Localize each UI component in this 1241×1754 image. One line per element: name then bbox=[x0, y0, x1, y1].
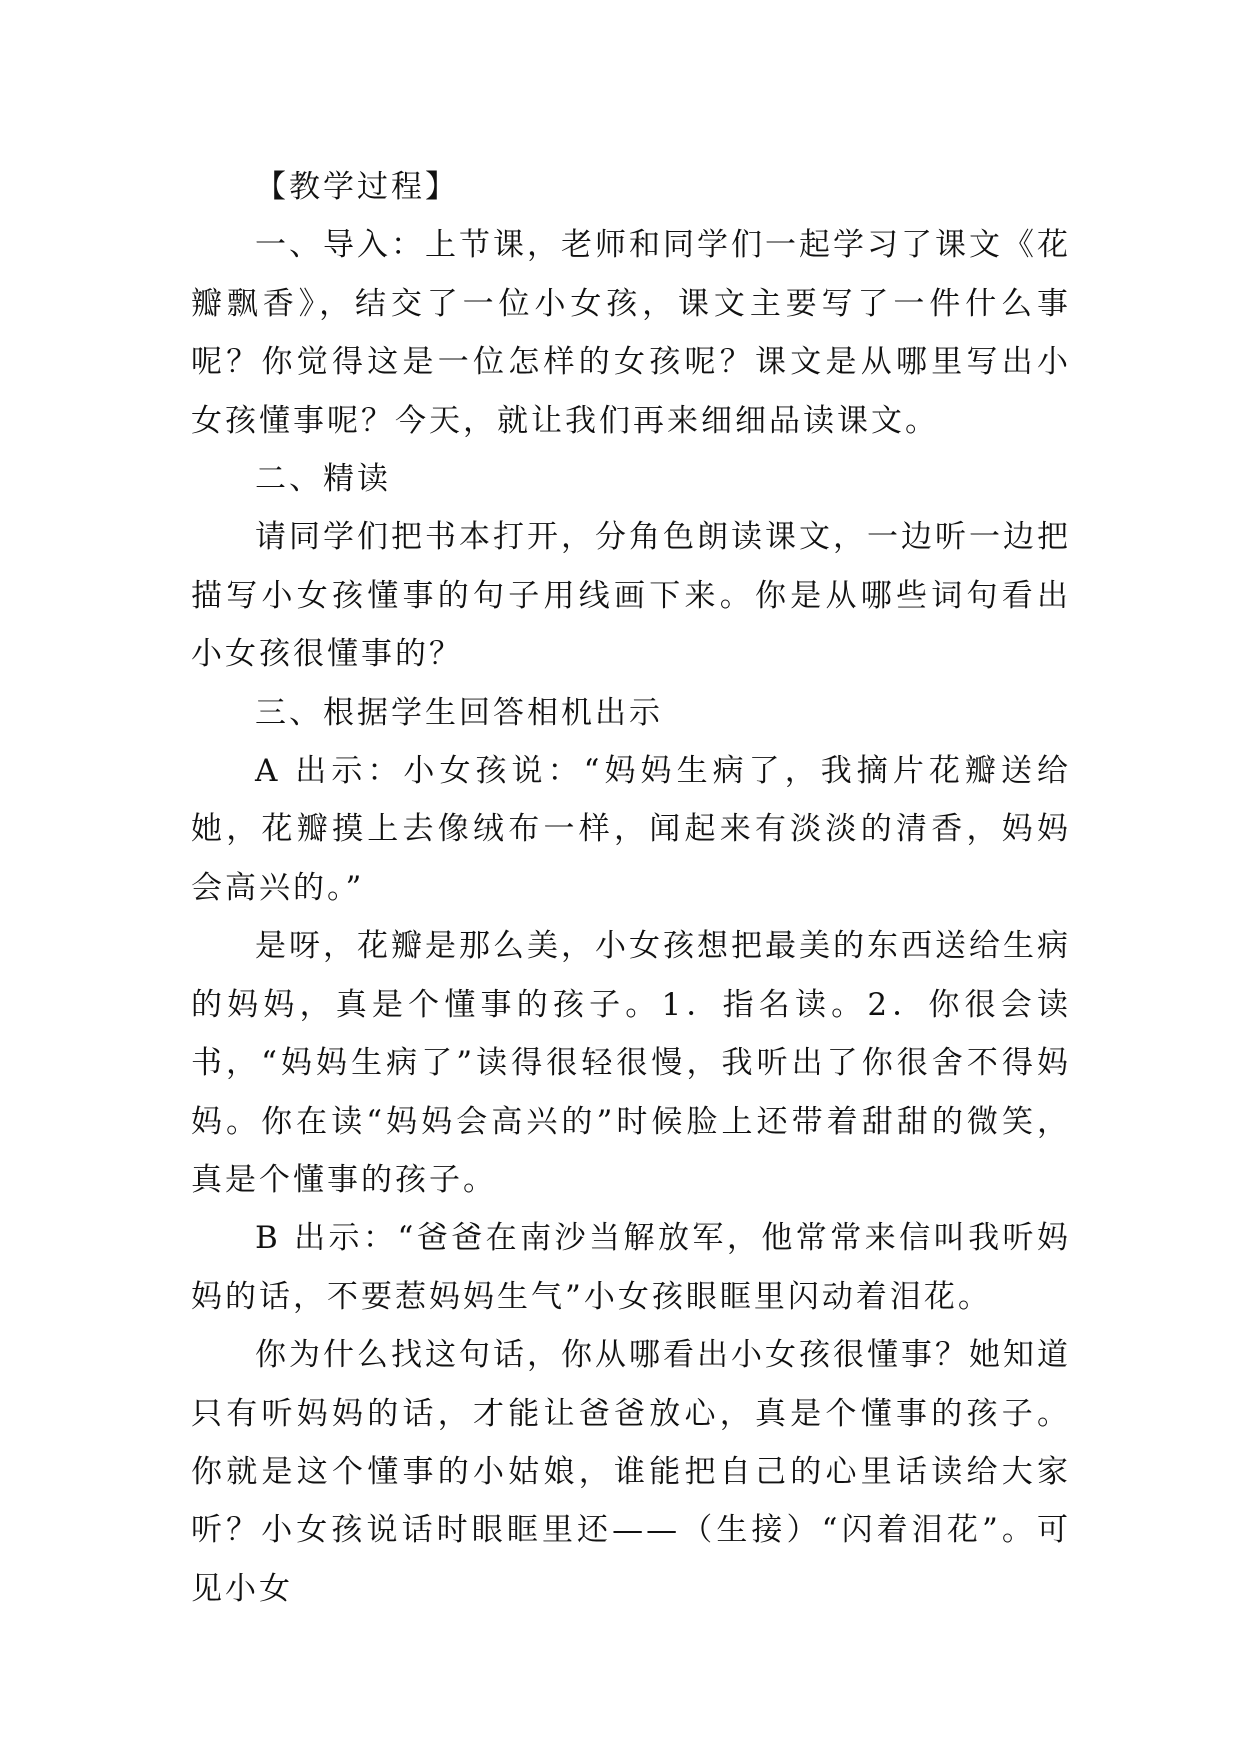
paragraph-quote-b: B 出示：“爸爸在南沙当解放军，他常常来信叫我听妈妈的话，不要惹妈妈生气”小女孩眼眶里闪动着泪花。 bbox=[191, 1220, 1071, 1315]
paragraph-reading-instruction: 请同学们把书本打开，分角色朗读课文，一边听一边把描写小女孩懂事的句子用线画下来。你是从哪些词句看出小女孩很懂事的？ bbox=[191, 519, 1071, 673]
document-body bbox=[191, 158, 1071, 1618]
paragraph-close-reading-heading: 二、精读 bbox=[255, 461, 391, 498]
paragraph-intro: 一、导入：上节课，老师和同学们一起学习了课文《花瓣飘香》，结交了一位小女孩，课文主要写了一件什么事呢？你觉得这是一位怎样的女孩呢？课文是从哪里写出小女孩懂事呢？今天，就让我们再来细细品读课文。 bbox=[191, 227, 1071, 439]
paragraph-commentary-b: 你为什么找这句话，你从哪看出小女孩很懂事？她知道只有听妈妈的话，才能让爸爸放心，真是个懂事的孩子。你就是这个懂事的小姑娘，谁能把自己的心里话读给大家听？小女孩说话时眼眶里还——（生接）“闪着泪花”。可见小女 bbox=[191, 1337, 1071, 1607]
section-heading: 【教学过程】 bbox=[255, 169, 459, 205]
paragraph-show-heading: 三、根据学生回答相机出示 bbox=[255, 694, 663, 731]
paragraph-quote-a: A 出示：小女孩说：“妈妈生病了，我摘片花瓣送给她，花瓣摸上去像绒布一样，闻起来有淡淡的清香，妈妈会高兴的。” bbox=[191, 753, 1071, 906]
paragraph-commentary-a: 是呀，花瓣是那么美，小女孩想把最美的东西送给生病的妈妈，真是个懂事的孩子。1．指名读。2．你很会读书，“妈妈生病了”读得很轻很慢，我听出了你很舍不得妈妈。你在读“妈妈会高兴的”时候脸上还带着甜甜的微笑，真是个懂事的孩子。 bbox=[191, 928, 1071, 1198]
